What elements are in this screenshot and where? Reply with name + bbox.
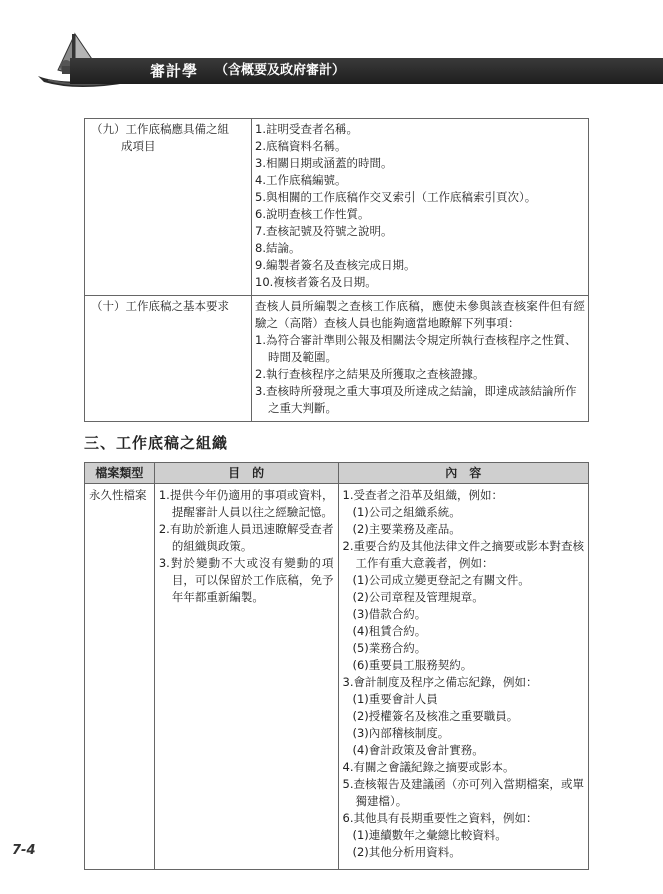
table-row	[85, 296, 589, 422]
list-item: 2.重要合約及其他法律文件之摘要或影本對查核工作有重大意義者，例如：	[342, 539, 584, 570]
list-item: 7.查核記號及符號之說明。	[255, 224, 393, 238]
list-item: 9.編製者簽名及查核完成日期。	[255, 258, 416, 272]
sub-item: (2)公司章程及管理規章。	[352, 590, 484, 604]
list-item: 1.註明受查者名稱。	[255, 122, 358, 136]
list-item: 1.受查者之沿革及組織，例如：	[342, 488, 503, 502]
list-item: 1.為符合審計準則公報及相關法令規定所執行查核程序之性質、時間及範圍。	[255, 333, 577, 364]
table-header-row	[85, 463, 589, 484]
file-type-cell: 永久性檔案	[85, 484, 155, 870]
sub-item: (2)其他分析用資料。	[352, 845, 461, 859]
list-item: 8.結論。	[255, 241, 301, 255]
purpose-cell	[154, 484, 338, 870]
list-item: 4.工作底稿編號。	[255, 173, 347, 187]
row-label-text: 成項目	[121, 139, 156, 153]
row-intro: 查核人員所編製之查核工作底稿，應使未參與該查核案件但有經驗之（高階）查核人員也能夠適當地瞭解下列事項：	[255, 299, 585, 330]
working-paper-requirements-table	[84, 118, 589, 422]
page-number: 7-4	[12, 843, 36, 858]
row-label-text: （九）工作底稿應具備之組	[91, 122, 229, 136]
list-item: 2.執行查核程序之結果及所獲取之查核證據。	[255, 367, 485, 381]
list-item: 5.查核報告及建議函（亦可列入當期檔案，或單獨建檔）。	[342, 777, 584, 808]
row-label	[85, 119, 252, 296]
sub-item: (2)授權簽名及核准之重要職員。	[352, 709, 519, 723]
sub-item: (1)公司之組織系統。	[352, 505, 461, 519]
section-heading: 三、工作底稿之組織	[84, 434, 229, 452]
table-row	[85, 484, 589, 870]
row-content	[252, 296, 589, 422]
sub-item: (2)主要業務及產品。	[352, 522, 461, 536]
book-title: 審計學	[150, 62, 199, 80]
sub-item: (1)連續數年之彙總比較資料。	[352, 828, 507, 842]
list-item: 3.相關日期或涵蓋的時間。	[255, 156, 393, 170]
sub-item: (1)重要會計人員	[352, 692, 438, 706]
list-item: 2.有助於新進人員迅速瞭解受查者的組織與政策。	[158, 522, 334, 553]
list-item: 3.對於變動不大或沒有變動的項目，可以保留於工作底稿，免予年年都重新編製。	[158, 556, 334, 604]
list-item: 2.底稿資料名稱。	[255, 139, 347, 153]
sub-item: (6)重要員工服務契約。	[352, 658, 473, 672]
sub-item: (4)會計政策及會計實務。	[352, 743, 484, 757]
list-item: 5.與相關的工作底稿作交叉索引（工作底稿索引頁次）。	[255, 190, 537, 204]
row-label-text: （十）工作底稿之基本要求	[91, 299, 229, 313]
list-item: 10.複核者簽名及日期。	[255, 275, 377, 289]
content-cell	[338, 484, 589, 870]
sub-item: (1)公司成立變更登記之有關文件。	[352, 573, 530, 587]
working-paper-organization-table	[84, 462, 589, 870]
column-header: 內 容	[338, 463, 589, 484]
sub-item: (5)業務合約。	[352, 641, 427, 655]
list-item: 1.提供今年仍適用的事項或資料，提醒審計人員以往之經驗記憶。	[158, 488, 334, 519]
list-item: 6.其他具有長期重要性之資料，例如：	[342, 811, 538, 825]
page-header	[0, 0, 663, 90]
sub-item: (3)借款合約。	[352, 607, 427, 621]
table-row	[85, 119, 589, 296]
list-item: 6.說明查核工作性質。	[255, 207, 370, 221]
book-subtitle: （含概要及政府審計）	[215, 63, 346, 78]
row-content	[252, 119, 589, 296]
sub-item: (3)內部稽核制度。	[352, 726, 450, 740]
column-header: 目 的	[154, 463, 338, 484]
sub-item: (4)租賃合約。	[352, 624, 427, 638]
list-item: 3.查核時所發現之重大事項及所達成之結論，即達成該結論所作之重大判斷。	[255, 384, 577, 415]
list-item: 4.有關之會議紀錄之摘要或影本。	[342, 760, 515, 774]
list-item: 3.會計制度及程序之備忘紀錄，例如：	[342, 675, 538, 689]
row-label	[85, 296, 252, 422]
column-header: 檔案類型	[85, 463, 155, 484]
